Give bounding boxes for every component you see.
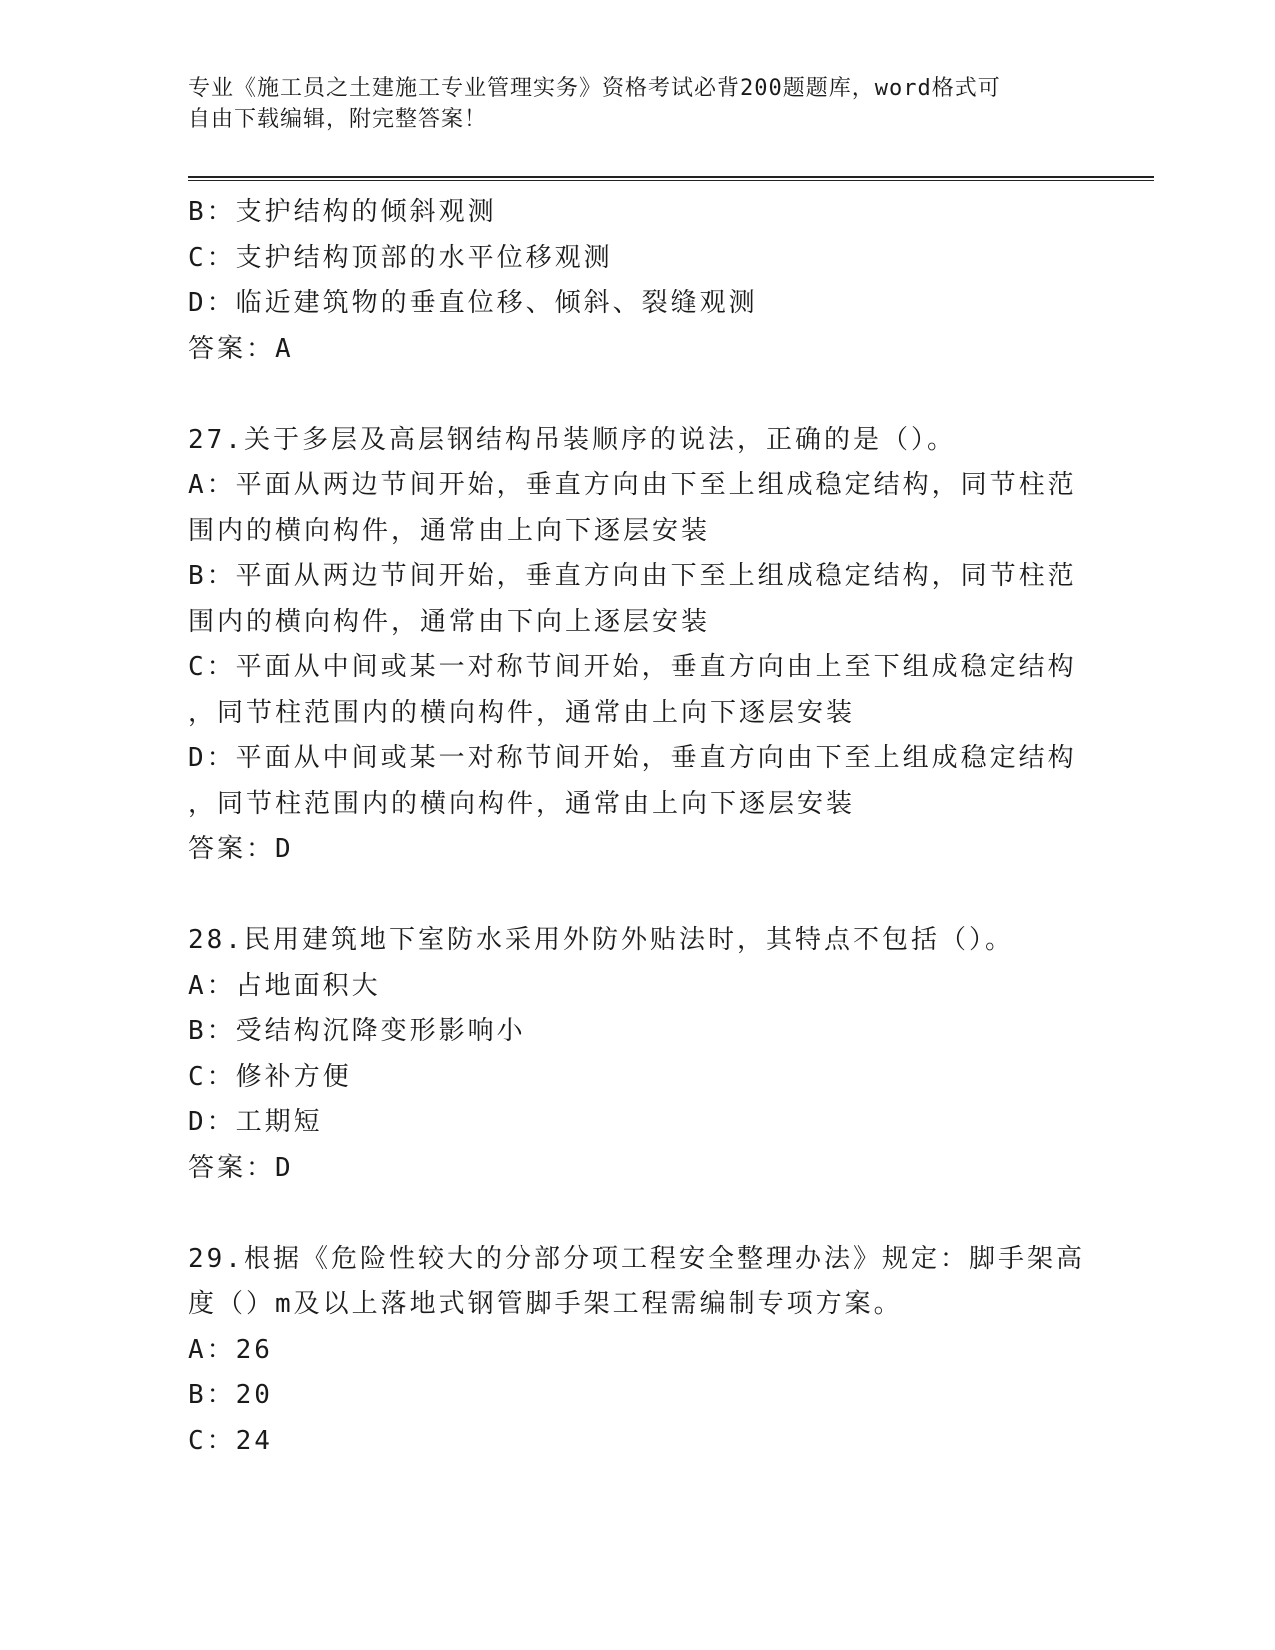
question-27 [188, 418, 1088, 873]
option-a: A：占地面积大 [188, 970, 381, 1001]
option-c-line-1: C：平面从中间或某一对称节间开始，垂直方向由上至下组成稳定结构 [188, 652, 1077, 682]
option-c-line-2: ，同节柱范围内的横向构件，通常由上向下逐层安装 [188, 697, 856, 728]
header-line-2: 自由下载编辑，附完整答案！ [188, 107, 488, 132]
option-b: B：20 [188, 1380, 273, 1410]
option-c: C：修补方便 [188, 1061, 352, 1092]
question-28 [188, 918, 1088, 1191]
question-29 [188, 1237, 1088, 1465]
option-b-line-1: B：平面从两边节间开始，垂直方向由下至上组成稳定结构，同节柱范 [188, 561, 1077, 591]
question-26-continued [188, 190, 1088, 372]
question-text-line-2: 度（）m及以上落地式钢管脚手架工程需编制专项方案。 [188, 1289, 903, 1319]
spacer [188, 873, 1088, 919]
spacer [188, 1191, 1088, 1237]
option-d: D：临近建筑物的垂直位移、倾斜、裂缝观测 [188, 288, 758, 318]
question-text-line-1: 29.根据《危险性较大的分部分项工程安全整理办法》规定：脚手架高 [188, 1243, 1085, 1274]
option-d: D：工期短 [188, 1107, 323, 1137]
option-b: B：受结构沉降变形影响小 [188, 1016, 526, 1046]
option-d-line-1: D：平面从中间或某一对称节间开始，垂直方向由下至上组成稳定结构 [188, 743, 1077, 773]
option-a-line-2: 围内的横向构件，通常由上向下逐层安装 [188, 515, 711, 546]
option-a: A：26 [188, 1334, 273, 1365]
question-list [188, 190, 1088, 1464]
option-c: C：24 [188, 1425, 273, 1456]
question-text: 27.关于多层及高层钢结构吊装顺序的说法，正确的是（）。 [188, 424, 956, 455]
answer: 答案：A [188, 333, 294, 364]
document-header [188, 73, 1088, 135]
option-a-line-1: A：平面从两边节间开始，垂直方向由下至上组成稳定结构，同节柱范 [188, 470, 1077, 500]
spacer [188, 372, 1088, 418]
option-c: C：支护结构顶部的水平位移观测 [188, 242, 613, 273]
option-b: B：支护结构的倾斜观测 [188, 197, 497, 227]
header-line-1: 专业《施工员之土建施工专业管理实务》资格考试必背200题题库，word格式可 [188, 76, 1001, 101]
option-b-line-2: 围内的横向构件，通常由下向上逐层安装 [188, 606, 711, 637]
option-d-line-2: ，同节柱范围内的横向构件，通常由上向下逐层安装 [188, 788, 856, 819]
answer: 答案：D [188, 1152, 294, 1183]
header-divider [188, 176, 1154, 181]
question-text: 28.民用建筑地下室防水采用外防外贴法时，其特点不包括（）。 [188, 925, 1014, 955]
answer: 答案：D [188, 834, 294, 864]
